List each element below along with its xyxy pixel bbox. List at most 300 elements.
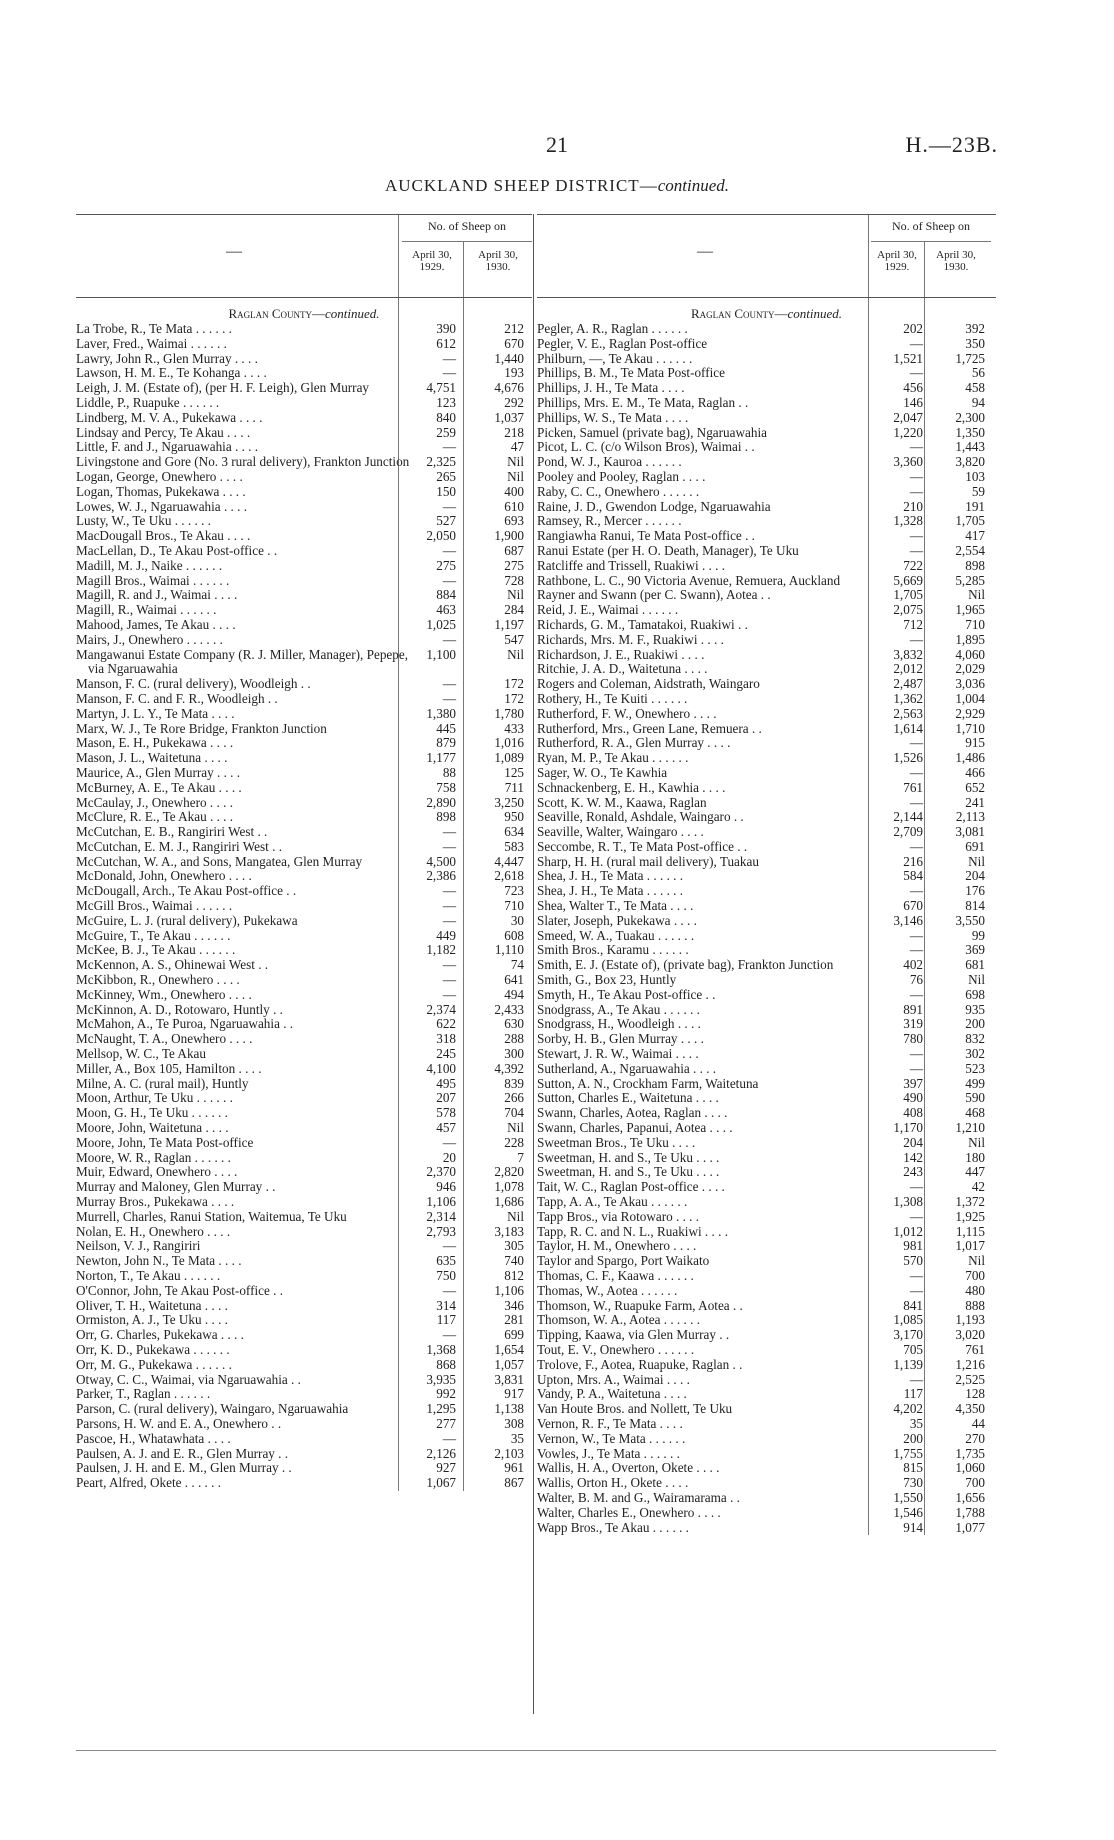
holder-name: Sutton, Charles E., Waitetuna . . . .: [537, 1091, 719, 1106]
holder-name: Lowes, W. J., Ngaruawahia . . . .: [76, 499, 248, 514]
holder-name: Swann, Charles, Aotea, Raglan . . . .: [537, 1106, 728, 1121]
sheep-1929: —: [442, 898, 456, 914]
holder-name: Thomas, W., Aotea . . . . . .: [537, 1283, 678, 1298]
sheep-1929: 612: [436, 335, 456, 351]
sheep-1930: 4,676: [494, 380, 524, 396]
holder-name: Muir, Edward, Onewhero . . . .: [76, 1165, 238, 1180]
sheep-1930: 5,285: [955, 572, 985, 588]
table-row: [537, 322, 996, 337]
table-row: [537, 1136, 996, 1151]
sheep-1929: —: [442, 365, 456, 381]
holder-name: Mellsop, W. C., Te Akau: [76, 1047, 206, 1062]
section-heading-suffix: continued.: [787, 306, 843, 321]
sheep-1930: 1,115: [955, 1223, 985, 1239]
table-row: [76, 692, 532, 707]
holder-name: O'Connor, John, Te Akau Post-office . .: [76, 1283, 284, 1298]
table-row: [76, 943, 532, 958]
table-row: [537, 1151, 996, 1166]
table-row: [76, 751, 532, 766]
holder-name: Mason, J. L., Waitetuna . . . .: [76, 751, 228, 766]
sheep-1930: 3,831: [494, 1371, 524, 1387]
holder-name: Parsons, H. W. and E. A., Onewhero . .: [76, 1416, 282, 1431]
sheep-1929: 705: [903, 1341, 923, 1357]
table-row: [537, 1432, 996, 1447]
table-row: [537, 352, 996, 367]
sheep-1930: 839: [504, 1075, 524, 1091]
table-row: [537, 1225, 996, 1240]
sheep-1930: 1,705: [955, 513, 985, 529]
sheep-1930: 1,725: [955, 350, 985, 366]
sheep-1929: 216: [903, 853, 923, 869]
holder-name: Upton, Mrs. A., Waimai . . . .: [537, 1372, 690, 1387]
sheep-1929: 146: [903, 394, 923, 410]
sheep-1930: 1,110: [494, 942, 524, 958]
table-row: [537, 633, 996, 648]
sheep-1930: 693: [504, 513, 524, 529]
holder-name: Raine, J. D., Gwendon Lodge, Ngaruawahia: [537, 499, 771, 514]
sheep-1929: 2,012: [893, 661, 923, 677]
sheep-1930: 1,710: [955, 720, 985, 736]
sheep-1929: 2,144: [893, 809, 923, 825]
table-row: [76, 1447, 532, 1462]
holder-name: Murrell, Charles, Ranui Station, Waitemua, Te Uku: [76, 1209, 347, 1224]
sheep-1930: 42: [971, 1179, 985, 1195]
sheep-1929: —: [442, 439, 456, 455]
sheep-1929: 1,025: [426, 616, 456, 632]
sheep-1930: 1,965: [955, 602, 985, 618]
sheep-1930: 94: [971, 394, 985, 410]
holder-name: Smith, G., Box 23, Huntly: [537, 973, 677, 988]
sheep-1930: 212: [504, 321, 524, 336]
sheep-1930: 1,004: [955, 690, 985, 706]
sheep-1929: 761: [903, 779, 923, 795]
holder-name: Scott, K. W. M., Kaawa, Raglan: [537, 795, 707, 810]
sheep-1930: 308: [504, 1415, 524, 1431]
holder-name: Paulsen, A. J. and E. R., Glen Murray . .: [76, 1446, 289, 1461]
table-row: [76, 1091, 532, 1106]
sheep-1929: 20: [442, 1149, 456, 1165]
table-row: [537, 1343, 996, 1358]
sheep-1930: 2,029: [955, 661, 985, 677]
sheep-1929: 3,360: [893, 454, 923, 470]
holder-name: Moon, G. H., Te Uku . . . . . .: [76, 1106, 228, 1121]
table-row: [537, 662, 996, 677]
table-row: [537, 366, 996, 381]
sheep-1930: 7: [517, 1149, 524, 1165]
sheep-1929: 1,755: [893, 1445, 923, 1461]
holder-name: McBurney, A. E., Te Akau . . . .: [76, 780, 242, 795]
holder-name: Seaville, Walter, Waingaro . . . .: [537, 825, 704, 840]
table-row: [537, 455, 996, 470]
holder-name: Thomas, C. F., Kaawa . . . . . .: [537, 1269, 694, 1283]
sheep-1929: 117: [436, 1312, 456, 1328]
table-row: [537, 1506, 996, 1521]
sheep-1930: 200: [965, 1016, 985, 1032]
table-row: [76, 1210, 532, 1225]
header-rule-vertical: [398, 215, 399, 297]
table-row: [537, 648, 996, 663]
sheep-1930: 1,016: [494, 735, 524, 751]
holder-name: Sorby, H. B., Glen Murray . . . .: [537, 1032, 704, 1047]
table-row: [76, 884, 532, 899]
sheep-1930: 687: [504, 542, 524, 558]
sheep-1930: 59: [971, 483, 985, 499]
sheep-1929: —: [909, 986, 923, 1002]
table-body: [537, 298, 996, 1535]
table-row: [76, 366, 532, 381]
sheep-1929: —: [909, 883, 923, 899]
sheep-1930: 300: [504, 1046, 524, 1062]
table-row: [537, 1299, 996, 1314]
table-row: [76, 574, 532, 589]
sheep-1930: 704: [504, 1105, 524, 1121]
table-row: [76, 1254, 532, 1269]
sheep-1929: 2,374: [426, 1001, 456, 1017]
sheep-1929: 1,308: [893, 1194, 923, 1210]
sheep-1929: 123: [436, 394, 456, 410]
holder-name: Moore, John, Te Mata Post-office: [76, 1135, 254, 1150]
holder-name: Sager, W. O., Te Kawhia: [537, 765, 668, 780]
holder-name: Paulsen, J. H. and E. M., Glen Murray . .: [76, 1461, 292, 1476]
sheep-1929: 622: [436, 1016, 456, 1032]
table-row: [76, 1151, 532, 1166]
table-row: [76, 988, 532, 1003]
holder-name: Milne, A. C. (rural mail), Huntly: [76, 1076, 249, 1091]
sheep-1930: 47: [510, 439, 524, 455]
holder-name: Smith Bros., Karamu . . . . . .: [537, 943, 689, 958]
sheep-1929: —: [909, 468, 923, 484]
holder-name: La Trobe, R., Te Mata . . . . . .: [76, 322, 232, 336]
table-row: [76, 396, 532, 411]
holder-name: Taylor and Spargo, Port Waikato: [537, 1254, 710, 1269]
sheep-1930: 204: [965, 868, 985, 884]
sheep-1930: 281: [504, 1312, 524, 1328]
sheep-1929: —: [442, 912, 456, 928]
sheep-1930: 2,113: [955, 809, 985, 825]
holder-name: Vandy, P. A., Waitetuna . . . .: [537, 1387, 687, 1402]
table-row: [537, 1447, 996, 1462]
sheep-1930: 523: [965, 1060, 985, 1076]
sheep-1929: —: [909, 764, 923, 780]
holder-name: McMahon, A., Te Puroa, Ngaruawahia . .: [76, 1017, 294, 1032]
sheep-1930: 3,081: [955, 824, 985, 840]
sheep-1929: —: [442, 1134, 456, 1150]
sheep-1929: 449: [436, 927, 456, 943]
sheep-1930: 4,392: [494, 1060, 524, 1076]
sheep-1930: 125: [504, 764, 524, 780]
table-row: [537, 381, 996, 396]
sheep-1929: 463: [436, 602, 456, 618]
sheep-1930: 3,550: [955, 912, 985, 928]
holder-name: Tapp Bros., via Rotowaro . . . .: [537, 1209, 700, 1224]
table-row: [76, 796, 532, 811]
table-row: [537, 810, 996, 825]
sheep-1929: —: [442, 1238, 456, 1254]
sheep-1930: 1,900: [494, 528, 524, 544]
sheep-1930: 917: [504, 1386, 524, 1402]
table-row: [537, 1387, 996, 1402]
sheep-1930: 630: [504, 1016, 524, 1032]
sheep-1930: Nil: [507, 1208, 524, 1224]
table-row: [537, 781, 996, 796]
sheep-1930: 1,057: [494, 1356, 524, 1372]
holder-name: Sharp, H. H. (rural mail delivery), Tuakau: [537, 854, 759, 869]
holder-name: Ryan, M. P., Te Akau . . . . . .: [537, 751, 689, 766]
table-row: [537, 884, 996, 899]
sheep-1929: 202: [903, 321, 923, 336]
sheep-1929: —: [909, 794, 923, 810]
table-row: [537, 929, 996, 944]
holder-name: Rutherford, Mrs., Green Lane, Remuera . .: [537, 721, 762, 736]
sheep-1930: 711: [504, 779, 524, 795]
holder-name: Swann, Charles, Papanui, Aotea . . . .: [537, 1121, 733, 1136]
sheep-1929: 319: [903, 1016, 923, 1032]
sheep-1929: 1,526: [893, 750, 923, 766]
sheep-1930: 218: [504, 424, 524, 440]
holder-name: Magill, R., Waimai . . . . . .: [76, 603, 217, 618]
sheep-1929: 1,614: [893, 720, 923, 736]
sheep-1930: 369: [965, 942, 985, 958]
sheep-1930: Nil: [968, 972, 985, 988]
table-row: [537, 1106, 996, 1121]
table-row: [76, 603, 532, 618]
column-divider: [533, 214, 534, 1714]
holder-name: Snodgrass, H., Woodleigh . . . .: [537, 1017, 701, 1032]
sheep-1929: 1,368: [426, 1341, 456, 1357]
holder-name: Parker, T., Raglan . . . . . .: [76, 1387, 211, 1402]
sheep-1929: 884: [436, 587, 456, 603]
sheep-1930: 4,350: [955, 1401, 985, 1417]
sheep-1929: 1,100: [426, 646, 456, 662]
sheep-1930: 480: [965, 1282, 985, 1298]
table-header: [537, 214, 996, 298]
sheep-1929: —: [909, 365, 923, 381]
sheep-1929: 445: [436, 720, 456, 736]
holder-name: Sutton, A. N., Crockham Farm, Waitetuna: [537, 1076, 759, 1091]
table-row: [76, 1417, 532, 1432]
table-row: [537, 722, 996, 737]
bottom-rule: [76, 1750, 996, 1751]
table-row: [537, 411, 996, 426]
holder-name: Smith, E. J. (Estate of), (private bag), Frankton Junction: [537, 958, 834, 973]
table-row: [537, 677, 996, 692]
holder-name: Orr, G. Charles, Pukekawa . . . .: [76, 1328, 244, 1343]
holder-name: Pond, W. J., Kauroa . . . . . .: [537, 455, 682, 470]
sheep-1929: —: [442, 883, 456, 899]
table-row: [537, 1017, 996, 1032]
table-row: [76, 559, 532, 574]
table-row: [76, 1047, 532, 1062]
holder-name: MacDougall Bros., Te Akau . . . .: [76, 529, 251, 544]
sheep-1930: 228: [504, 1134, 524, 1150]
holder-name: Wallis, H. A., Overton, Okete . . . .: [537, 1461, 720, 1476]
sheep-1930: 1,350: [955, 424, 985, 440]
sheep-1929: 277: [436, 1415, 456, 1431]
sheep-1930: 2,103: [494, 1445, 524, 1461]
table-row: [76, 1328, 532, 1343]
sheep-1930: 691: [965, 838, 985, 854]
name-column-header: —: [226, 243, 242, 260]
sheep-1929: —: [909, 1268, 923, 1283]
sheep-1930: 3,183: [494, 1223, 524, 1239]
title-main: AUCKLAND SHEEP DISTRICT—: [384, 176, 658, 195]
sheep-1929: 635: [436, 1253, 456, 1269]
sheep-1930: 670: [504, 335, 524, 351]
table-row: [76, 1284, 532, 1299]
table-row: [537, 1165, 996, 1180]
table-row: [76, 1165, 532, 1180]
holder-name: Liddle, P., Ruapuke . . . . . .: [76, 395, 220, 410]
sheep-1929: —: [442, 676, 456, 692]
sheep-1930: 641: [504, 972, 524, 988]
sheep-1929: 2,386: [426, 868, 456, 884]
sheep-1930: 698: [965, 986, 985, 1002]
holder-name: McCutchan, E. M. J., Rangiriri West . .: [76, 839, 283, 854]
year-1929-header: April 30, 1929.: [877, 249, 917, 273]
sheep-1930: 652: [965, 779, 985, 795]
sheep-1929: 200: [903, 1430, 923, 1446]
sheep-1930: 867: [504, 1475, 524, 1491]
holder-name: Orr, M. G., Pukekawa . . . . . .: [76, 1357, 232, 1372]
sheep-1930: 1,788: [955, 1504, 985, 1520]
holder-name: Smyth, H., Te Akau Post-office . .: [537, 987, 716, 1002]
holder-name: Parson, C. (rural delivery), Waingaro, Ngaruawahia: [76, 1402, 349, 1417]
table-row: [537, 1239, 996, 1254]
sheep-1930: 284: [504, 602, 524, 618]
sheep-1929: 245: [436, 1046, 456, 1062]
table-row: [76, 1121, 532, 1136]
sheep-1930: 400: [504, 483, 524, 499]
sheep-1930: 699: [504, 1327, 524, 1343]
sheep-1929: 670: [903, 898, 923, 914]
sheep-1930: 700: [965, 1475, 985, 1491]
holder-name: Wapp Bros., Te Akau . . . . . .: [537, 1520, 689, 1535]
table-row: [537, 1461, 996, 1476]
sheep-1929: 946: [436, 1179, 456, 1195]
sheep-1929: 712: [903, 616, 923, 632]
holder-name: Moore, John, Waitetuna . . . .: [76, 1121, 229, 1136]
holder-name: Ranui Estate (per H. O. Death, Manager), Te Uku: [537, 543, 799, 558]
sheep-1930: 2,820: [494, 1164, 524, 1180]
sheep-1930: 494: [504, 986, 524, 1002]
holder-name: Little, F. and J., Ngaruawahia . . . .: [76, 440, 259, 455]
table-body: [76, 298, 532, 1491]
table-row: [76, 810, 532, 825]
sheep-1929: 2,314: [426, 1208, 456, 1224]
sheep-1930: 634: [504, 824, 524, 840]
sheep-1929: —: [442, 824, 456, 840]
table-row: [76, 736, 532, 751]
sheep-1930: 950: [504, 809, 524, 825]
table-row: [76, 1032, 532, 1047]
holder-name: MacLellan, D., Te Akau Post-office . .: [76, 543, 278, 558]
holder-name: McGuire, T., Te Akau . . . . . .: [76, 928, 231, 943]
table-row: [76, 485, 532, 500]
sheep-1929: 390: [436, 321, 456, 336]
holder-name: Rutherford, F. W., Onewhero . . . .: [537, 706, 717, 721]
holder-name: McKibbon, R., Onewhero . . . .: [76, 973, 240, 988]
sheep-1929: —: [442, 986, 456, 1002]
table-row: [537, 1358, 996, 1373]
sheep-1929: 2,709: [893, 824, 923, 840]
sheep-1930: Nil: [507, 468, 524, 484]
sheep-1929: —: [909, 1282, 923, 1298]
sheep-1930: 1,372: [955, 1194, 985, 1210]
holder-name: Magill Bros., Waimai . . . . . .: [76, 573, 230, 588]
holder-name: Shea, Walter T., Te Mata . . . .: [537, 899, 694, 914]
sheep-1930: 1,654: [494, 1341, 524, 1357]
table-row: [76, 1062, 532, 1077]
sheep-1929: 750: [436, 1268, 456, 1283]
sheep-1929: 88: [442, 764, 456, 780]
sheep-1929: 3,832: [893, 646, 923, 662]
sheep-1930: 193: [504, 365, 524, 381]
sheep-1930: 30: [510, 912, 524, 928]
sheep-1929: 207: [436, 1090, 456, 1106]
table-row: [76, 1402, 532, 1417]
table-row: [537, 337, 996, 352]
table-row: [76, 707, 532, 722]
sheep-1930: Nil: [507, 587, 524, 603]
sheep-count-header: No. of Sheep on: [892, 219, 970, 233]
holder-name: Shea, J. H., Te Mata . . . . . .: [537, 884, 684, 899]
table-row: [537, 1284, 996, 1299]
sheep-1930: 1,443: [955, 439, 985, 455]
sheep-1929: 1,328: [893, 513, 923, 529]
holder-name: Pegler, A. R., Raglan . . . . . .: [537, 322, 688, 336]
sheep-1929: 210: [903, 498, 923, 514]
holder-name: Pascoe, H., Whatawhata . . . .: [76, 1431, 231, 1446]
sheep-1930: 302: [965, 1046, 985, 1062]
holder-name: Slater, Joseph, Pukekawa . . . .: [537, 913, 697, 928]
holder-name: Rutherford, R. A., Glen Murray . . . .: [537, 736, 731, 751]
table-row: [537, 692, 996, 707]
table-row: [76, 766, 532, 781]
table-row: [537, 1476, 996, 1491]
holder-name: Norton, T., Te Akau . . . . . .: [76, 1269, 221, 1283]
sheep-1930: 468: [965, 1105, 985, 1121]
table-row: [537, 1373, 996, 1388]
table-row: [76, 869, 532, 884]
sheep-1930: 1,925: [955, 1208, 985, 1224]
holder-name: Raby, C. C., Onewhero . . . . . .: [537, 484, 700, 499]
header-rule: [402, 241, 532, 242]
table-row: [76, 1387, 532, 1402]
sheep-1929: 868: [436, 1356, 456, 1372]
table-row: [537, 1003, 996, 1018]
holder-name: Otway, C. C., Waimai, via Ngaruawahia . .: [76, 1372, 301, 1387]
sheep-1929: 1,170: [893, 1120, 923, 1136]
sheep-1929: —: [442, 1282, 456, 1298]
table-row: [76, 1476, 532, 1491]
holder-name: Oliver, T. H., Waitetuna . . . .: [76, 1298, 228, 1313]
header-rule-vertical: [868, 215, 869, 297]
holder-name: Ramsey, R., Mercer . . . . . .: [537, 514, 682, 529]
table-row: [76, 1269, 532, 1284]
sheep-1930: 172: [504, 690, 524, 706]
holder-name: Manson, F. C. (rural delivery), Woodleigh . .: [76, 677, 311, 692]
header-rule: [871, 241, 991, 242]
sheep-1929: —: [442, 690, 456, 706]
sheep-1929: —: [909, 1371, 923, 1387]
sheep-1929: 2,563: [893, 705, 923, 721]
sheep-1930: 2,433: [494, 1001, 524, 1017]
holder-name: Moore, W. R., Raglan . . . . . .: [76, 1150, 231, 1165]
sheep-1930: 1,077: [955, 1519, 985, 1535]
table-row: [537, 1402, 996, 1417]
sheep-1930: 270: [965, 1430, 985, 1446]
sheep-1930: 417: [965, 528, 985, 544]
